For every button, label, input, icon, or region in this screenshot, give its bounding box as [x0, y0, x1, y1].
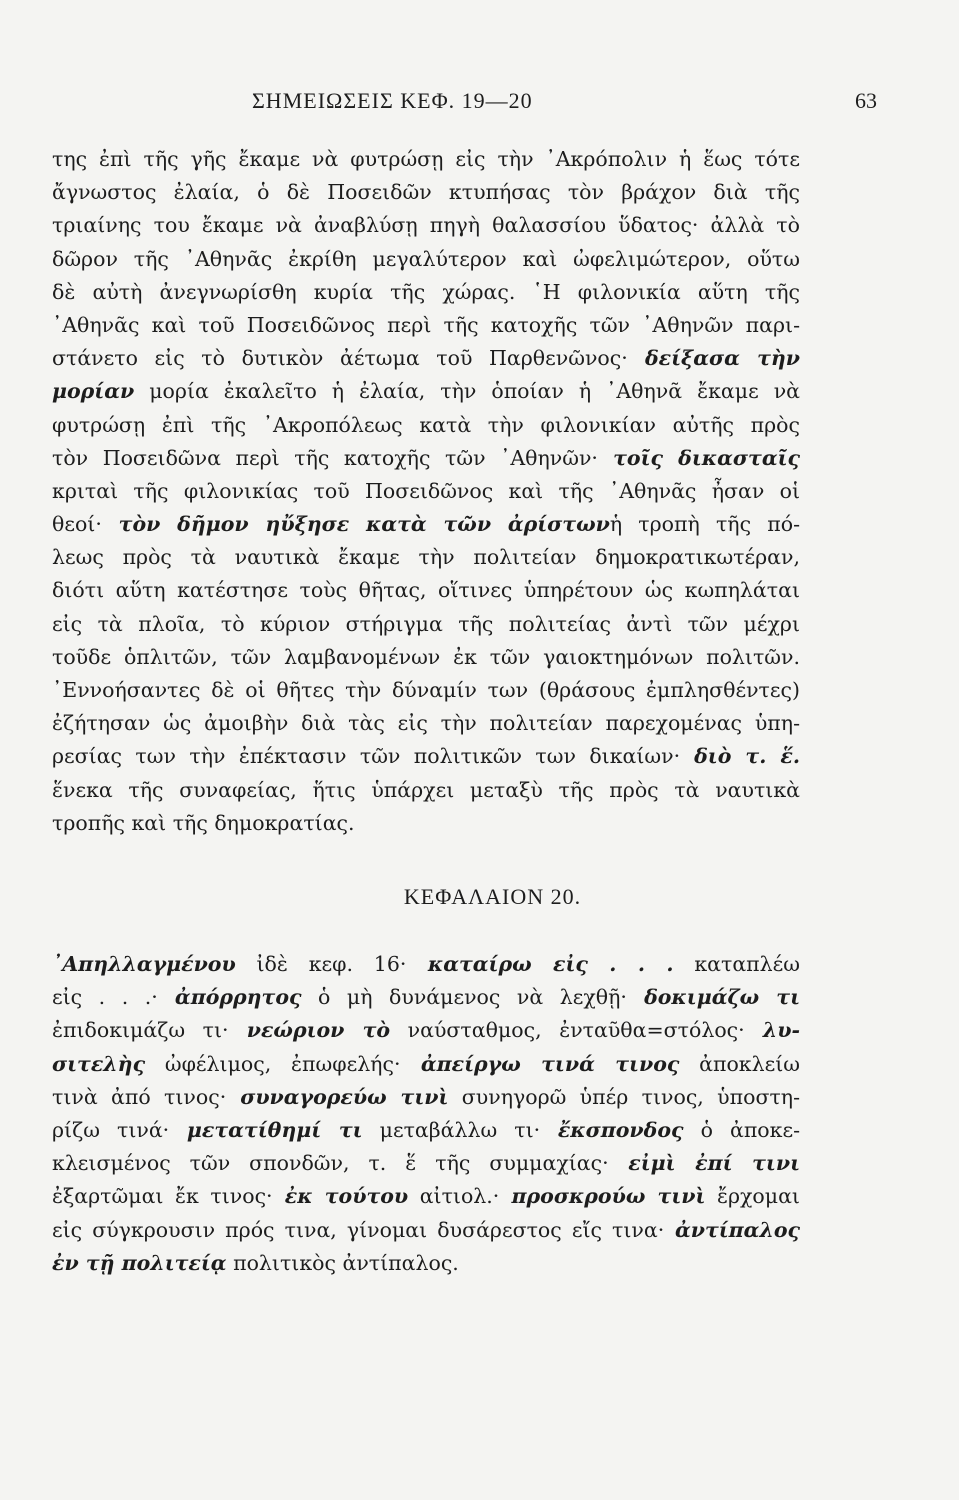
- text-line: [52, 243, 800, 276]
- text-run: ὠφέλιμος, ἐπωφελής·: [145, 1051, 401, 1076]
- lemma: νεώριον τὸ: [228, 1018, 391, 1043]
- lemma: μορίαν: [52, 379, 135, 404]
- text-run: ὁ ἀποκε-: [683, 1117, 800, 1142]
- text-line: [52, 442, 800, 475]
- text-line: [52, 276, 800, 309]
- text-run: τινὰ ἀπό τινος·: [52, 1084, 227, 1109]
- lemma: ἔκσπονδος: [540, 1117, 684, 1142]
- text-run: ἀποκλείω: [679, 1051, 800, 1076]
- text-run: ἡ τροπὴ τῆς πό-: [609, 512, 800, 537]
- notes-chapter-19: [52, 143, 800, 840]
- text-run: κριταὶ τῆς φιλονικίας τοῦ Ποσειδῶνος καὶ τῆς ᾿Αθηνᾶς ἦσαν οἱ: [52, 478, 800, 503]
- lemma: ἀντίπαλος: [664, 1217, 800, 1242]
- running-head: ΣΗΜΕΙΩΣΕΙΣ ΚΕΦ. 19—20: [252, 88, 533, 113]
- text-line: [52, 1214, 800, 1247]
- text-run: κλεισμένος τῶν σπονδῶν, τ. ἕ τῆς συμμαχίας·: [52, 1151, 609, 1176]
- text-run: δὲ αὐτὴ ἀνεγνωρίσθη κυρία τῆς χώρας. ῾Η φιλονικία αὕτη τῆς: [52, 279, 800, 304]
- text-run: δῶρον τῆς ᾿Αθηνᾶς ἐκρίθη μεγαλύτερον καὶ ὠφελιμώτερον, οὕτω: [52, 246, 800, 271]
- text-line: [52, 1180, 800, 1213]
- text-line: [52, 774, 800, 807]
- text-line: [52, 641, 800, 674]
- text-run: ᾿Αθηνᾶς καὶ τοῦ Ποσειδῶνος περὶ τῆς κατοχῆς τῶν ᾿Αθηνῶν παρι-: [52, 312, 800, 337]
- lemma: ἀπόρρητος: [157, 985, 302, 1010]
- text-run: ρίζω τινά·: [52, 1117, 170, 1142]
- text-run: εἰς τὰ πλοῖα, τὸ κύριον στήριγμα τῆς πολιτείας ἀντὶ τῶν μέχρι: [52, 611, 800, 636]
- text-run: ρεσίας των τὴν ἐπέκτασιν τῶν πολιτικῶν των δικαίων·: [52, 744, 681, 769]
- text-run: θεοί·: [52, 512, 102, 537]
- text-line: [52, 1147, 800, 1180]
- lemma: ἐν τῇ πολιτείᾳ: [52, 1250, 227, 1275]
- text-run: μορία ἐκαλεῖτο ἡ ἐλαία, τὴν ὁποίαν ἡ ᾿Αθηνᾶ ἔκαμε νὰ: [134, 379, 800, 404]
- text-line: [52, 309, 800, 342]
- text-run: ναύσταθμος, ἐνταῦθα=στόλος·: [390, 1018, 745, 1043]
- lemma: δοκιμάζω τι: [626, 985, 800, 1010]
- text-line: [52, 1247, 800, 1280]
- text-line: [52, 1014, 800, 1047]
- lemma: καταίρω εἰς . . .: [406, 952, 674, 976]
- text-run: στάνετο εἰς τὸ δυτικὸν ἀέτωμα τοῦ Παρθενῶνος·: [52, 346, 628, 371]
- text-line: [52, 209, 800, 242]
- text-run: τριαίνης του ἔκαμε νὰ ἀναβλύσῃ πηγὴ θαλασσίου ὕδατος· ἀλλὰ τὸ: [52, 213, 800, 238]
- text-run: τροπῆς καὶ τῆς δημοκρατίας.: [52, 810, 355, 835]
- text-run: τοῦδε ὁπλιτῶν, τῶν λαμβανομένων ἐκ τῶν γαιοκτημόνων πολιτῶν.: [52, 644, 800, 669]
- lemma: τοῖς δικασταῖς: [597, 445, 800, 470]
- text-line: [52, 707, 800, 740]
- text-run: ὁ μὴ δυνάμενος νὰ λεχθῇ·: [301, 985, 627, 1010]
- lemma: εἰμὶ ἐπί τινι: [608, 1151, 800, 1176]
- lemma: διὸ τ. ἕ.: [680, 744, 800, 769]
- lemma: σιτελὴς: [52, 1051, 146, 1076]
- lemma: ἐκ τούτου: [272, 1184, 409, 1209]
- text-run: ᾿Εννοήσαντες δὲ οἱ θῆτες τὴν δύναμίν των (θράσους ἐμπλησθέντες): [52, 678, 800, 702]
- page-number: 63: [855, 88, 877, 113]
- text-run: συνηγορῶ ὑπέρ τινος, ὑποστη-: [448, 1084, 800, 1109]
- text-run: μεταβάλλω τι·: [362, 1117, 541, 1142]
- lemma: προσκρούω τινὶ: [499, 1184, 706, 1209]
- text-line: [52, 508, 800, 541]
- text-run: λεως πρὸς τὰ ναυτικὰ ἔκαμε τὴν πολιτείαν δημοκρατικωτέραν,: [52, 545, 800, 570]
- text-line: [52, 342, 800, 375]
- lemma: ἀπείργω τινά τινος: [400, 1051, 680, 1076]
- text-run: της ἐπὶ τῆς γῆς ἔκαμε νὰ φυτρώσῃ εἰς τὴν ᾿Ακρόπολιν ἡ ἕως τότε: [52, 147, 800, 171]
- text-run: ἰδὲ κεφ. 16·: [235, 952, 407, 976]
- text-run: πολιτικὸς ἀντίπαλος.: [226, 1250, 459, 1275]
- text-line: [52, 608, 800, 641]
- lemma: δείξασα τὴν: [627, 346, 800, 371]
- text-line: [52, 674, 800, 707]
- text-run: ἐζήτησαν ὡς ἀμοιβὴν διὰ τὰς εἰς τὴν πολιτείαν παρεχομένας ὑπη-: [52, 711, 800, 736]
- text-run: εἰς . . .·: [52, 985, 158, 1010]
- text-line: [52, 981, 800, 1014]
- text-line: [52, 1081, 800, 1114]
- text-line: [52, 574, 800, 607]
- text-line: [52, 948, 800, 981]
- text-line: [52, 807, 800, 840]
- text-line: [52, 176, 800, 209]
- text-run: διότι αὕτη κατέστησε τοὺς θῆτας, οἵτινες ὑπηρέτουν ὡς κωπηλάται: [52, 578, 800, 603]
- text-run: ἔρχομαι: [705, 1184, 800, 1209]
- text-run: ἐξαρτῶμαι ἔκ τινος·: [52, 1184, 273, 1209]
- text-line: [52, 541, 800, 574]
- text-run: ἐπιδοκιμάζω τι·: [52, 1018, 229, 1043]
- text-run: αἰτιολ.·: [408, 1184, 500, 1209]
- text-run: ἕνεκα τῆς συναφείας, ἥτις ὑπάρχει μεταξὺ τῆς πρὸς τὰ ναυτικὰ: [52, 777, 800, 802]
- text-line: [52, 1048, 800, 1081]
- text-line: [52, 143, 800, 176]
- lemma: μετατίθημί τι: [169, 1117, 363, 1142]
- lemma: λυ-: [744, 1018, 800, 1043]
- text-run: φυτρώσῃ ἐπὶ τῆς ᾿Ακροπόλεως κατὰ τὴν φιλονικίαν αὐτῆς πρὸς: [52, 412, 800, 437]
- text-line: [52, 1114, 800, 1147]
- text-run: εἰς σύγκρουσιν πρός τινα, γίνομαι δυσάρεστος εἴς τινα·: [52, 1217, 665, 1242]
- text-line: [52, 409, 800, 442]
- chapter-heading: ΚΕΦΑΛΑΙΟΝ 20.: [403, 884, 582, 909]
- notes-chapter-20: [52, 948, 800, 1280]
- text-line: [52, 475, 800, 508]
- lemma: συναγορεύω τινὶ: [226, 1084, 449, 1109]
- text-line: [52, 375, 800, 408]
- lemma: ᾿Απηλλαγμένου: [52, 952, 236, 976]
- text-run: καταπλέω: [673, 952, 800, 976]
- text-run: τὸν Ποσειδῶνα περὶ τῆς κατοχῆς τῶν ᾿Αθηνῶν·: [52, 445, 598, 470]
- text-run: ἄγνωστος ἐλαία, ὁ δὲ Ποσειδῶν κτυπήσας τὸν βράχον διὰ τῆς: [52, 180, 800, 205]
- lemma: τὸν δῆμον ηὔξησε κατὰ τῶν ἀρίστων: [101, 512, 610, 537]
- text-line: [52, 740, 800, 773]
